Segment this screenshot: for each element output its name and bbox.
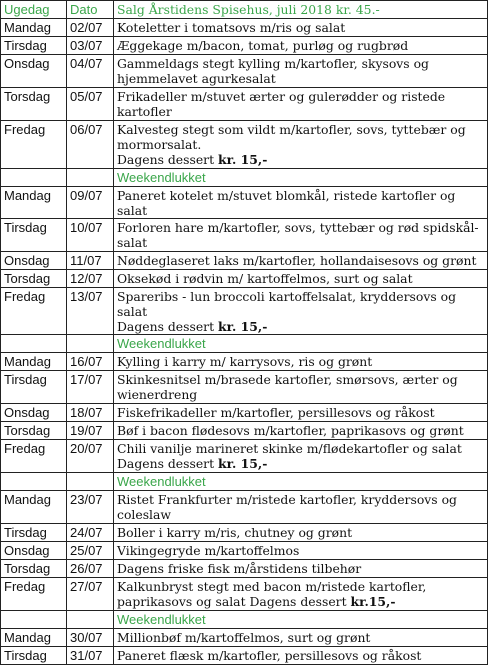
menu-text: Kalvesteg stegt som vildt m/kartofler, sovs, tyttebær og mormorsalat. xyxy=(117,122,466,152)
row-date: 19/07 xyxy=(67,422,114,440)
row-menu: Fiskefrikadeller m/kartofler, persillesovs og råkost xyxy=(114,404,488,422)
row-day: Tirsdag xyxy=(1,371,67,404)
table-row xyxy=(1,252,488,270)
row-day: Tirsdag xyxy=(1,219,67,252)
row-day: Torsdag xyxy=(1,560,67,578)
row-menu: Kylling i karry m/ karrysovs, ris og grønt xyxy=(114,353,488,371)
row-day: Tirsdag xyxy=(1,647,67,665)
row-menu: Koteletter i tomatsovs m/ris og salat xyxy=(114,19,488,37)
table-row xyxy=(1,121,488,169)
row-date: 10/07 xyxy=(67,219,114,252)
table-row xyxy=(1,524,488,542)
row-menu: Gammeldags stegt kylling m/kartofler, skysovs og hjemmelavet agurkesalat xyxy=(114,55,488,88)
weekend-row xyxy=(1,611,488,629)
table-row xyxy=(1,542,488,560)
table-row xyxy=(1,353,488,371)
row-date: 09/07 xyxy=(67,187,114,219)
row-day: Onsdag xyxy=(1,404,67,422)
table-row xyxy=(1,560,488,578)
table-row xyxy=(1,55,488,88)
row-day: Fredag xyxy=(1,121,67,169)
row-day: Fredag xyxy=(1,578,67,611)
table-row xyxy=(1,371,488,404)
menu-text: Chili vanilje marineret skinke m/flødekartofler og salat xyxy=(117,441,462,456)
row-date: 31/07 xyxy=(67,647,114,665)
dessert-price: kr. 15,- xyxy=(218,319,268,334)
weekend-label: Weekendlukket xyxy=(114,169,488,187)
row-menu: Bøf i bacon flødesovs m/kartofler, paprikasovs og grønt xyxy=(114,422,488,440)
table-row xyxy=(1,88,488,121)
weekend-row xyxy=(1,473,488,491)
weekend-label: Weekendlukket xyxy=(114,473,488,491)
row-day: Mandag xyxy=(1,19,67,37)
row-date: 26/07 xyxy=(67,560,114,578)
table-row xyxy=(1,219,488,252)
weekend-row xyxy=(1,335,488,353)
menu-text: Kalkunbryst stegt med bacon m/ristede kartofler, paprikasovs og salat Dagens dessert xyxy=(117,579,427,609)
table-row xyxy=(1,422,488,440)
row-menu: Millionbøf m/kartoffelmos, surt og grønt xyxy=(114,629,488,647)
row-menu: Boller i karry m/ris, chutney og grønt xyxy=(114,524,488,542)
table-row xyxy=(1,491,488,524)
row-menu xyxy=(114,578,488,611)
row-menu xyxy=(114,440,488,473)
table-row xyxy=(1,288,488,335)
header-row xyxy=(1,1,488,19)
row-date: 18/07 xyxy=(67,404,114,422)
row-date: 30/07 xyxy=(67,629,114,647)
row-day: Tirsdag xyxy=(1,37,67,55)
table-row xyxy=(1,578,488,611)
row-menu: Skinkesnitsel m/brasede kartofler, smørsovs, ærter og wienerdreng xyxy=(114,371,488,404)
table-row xyxy=(1,270,488,288)
row-menu: Nøddeglaseret laks m/kartofler, hollandaisesovs og grønt xyxy=(114,252,488,270)
row-day: Fredag xyxy=(1,440,67,473)
dessert-price: kr. 15,- xyxy=(218,456,268,471)
row-date: 06/07 xyxy=(67,121,114,169)
row-day: Mandag xyxy=(1,187,67,219)
table-row xyxy=(1,440,488,473)
row-day: Onsdag xyxy=(1,542,67,560)
row-date: 12/07 xyxy=(67,270,114,288)
header-title: Salg Årstidens Spisehus, juli 2018 kr. 45.- xyxy=(114,1,488,19)
row-date: 16/07 xyxy=(67,353,114,371)
row-day: Onsdag xyxy=(1,55,67,88)
weekend-row xyxy=(1,169,488,187)
row-date: 02/07 xyxy=(67,19,114,37)
row-menu: Oksekød i rødvin m/ kartoffelmos, surt og salat xyxy=(114,270,488,288)
row-menu: Paneret kotelet m/stuvet blomkål, ristede kartofler og salat xyxy=(114,187,488,219)
row-date: 04/07 xyxy=(67,55,114,88)
row-day: Tirsdag xyxy=(1,524,67,542)
row-menu xyxy=(114,288,488,335)
dessert-price: kr.15,- xyxy=(350,594,396,609)
table-row xyxy=(1,629,488,647)
row-date: 27/07 xyxy=(67,578,114,611)
weekend-label: Weekendlukket xyxy=(114,335,488,353)
row-date: 11/07 xyxy=(67,252,114,270)
row-day: Mandag xyxy=(1,353,67,371)
row-date: 17/07 xyxy=(67,371,114,404)
row-day: Mandag xyxy=(1,629,67,647)
table-row xyxy=(1,647,488,665)
dessert-text: Dagens dessert xyxy=(117,456,219,471)
header-date: Dato xyxy=(67,1,114,19)
row-date: 03/07 xyxy=(67,37,114,55)
weekend-label: Weekendlukket xyxy=(114,611,488,629)
table-row xyxy=(1,404,488,422)
row-menu: Frikadeller m/stuvet ærter og gulerødder og ristede kartofler xyxy=(114,88,488,121)
row-date: 13/07 xyxy=(67,288,114,335)
row-menu: Æggekage m/bacon, tomat, purløg og rugbrød xyxy=(114,37,488,55)
row-date: 23/07 xyxy=(67,491,114,524)
menu-text: Spareribs - lun broccoli kartoffelsalat, kryddersovs og salat xyxy=(117,289,457,319)
row-menu xyxy=(114,121,488,169)
row-date: 05/07 xyxy=(67,88,114,121)
row-day: Mandag xyxy=(1,491,67,524)
header-day: Ugedag xyxy=(1,1,67,19)
row-day: Torsdag xyxy=(1,270,67,288)
table-row xyxy=(1,19,488,37)
dessert-text: Dagens dessert xyxy=(117,152,219,167)
dessert-price: kr. 15,- xyxy=(218,152,268,167)
row-date: 25/07 xyxy=(67,542,114,560)
row-menu: Ristet Frankfurter m/ristede kartofler, kryddersovs og coleslaw xyxy=(114,491,488,524)
row-menu: Dagens friske fisk m/årstidens tilbehør xyxy=(114,560,488,578)
row-menu: Forloren hare m/kartofler, sovs, tyttebær og rød spidskål-salat xyxy=(114,219,488,252)
row-date: 24/07 xyxy=(67,524,114,542)
row-day: Fredag xyxy=(1,288,67,335)
row-date: 20/07 xyxy=(67,440,114,473)
dessert-text: Dagens dessert xyxy=(117,319,219,334)
table-row xyxy=(1,187,488,219)
row-day: Onsdag xyxy=(1,252,67,270)
row-menu: Paneret flæsk m/kartofler, persillesovs og råkost xyxy=(114,647,488,665)
row-day: Torsdag xyxy=(1,88,67,121)
table-row xyxy=(1,37,488,55)
row-day: Torsdag xyxy=(1,422,67,440)
row-menu: Vikingegryde m/kartoffelmos xyxy=(114,542,488,560)
